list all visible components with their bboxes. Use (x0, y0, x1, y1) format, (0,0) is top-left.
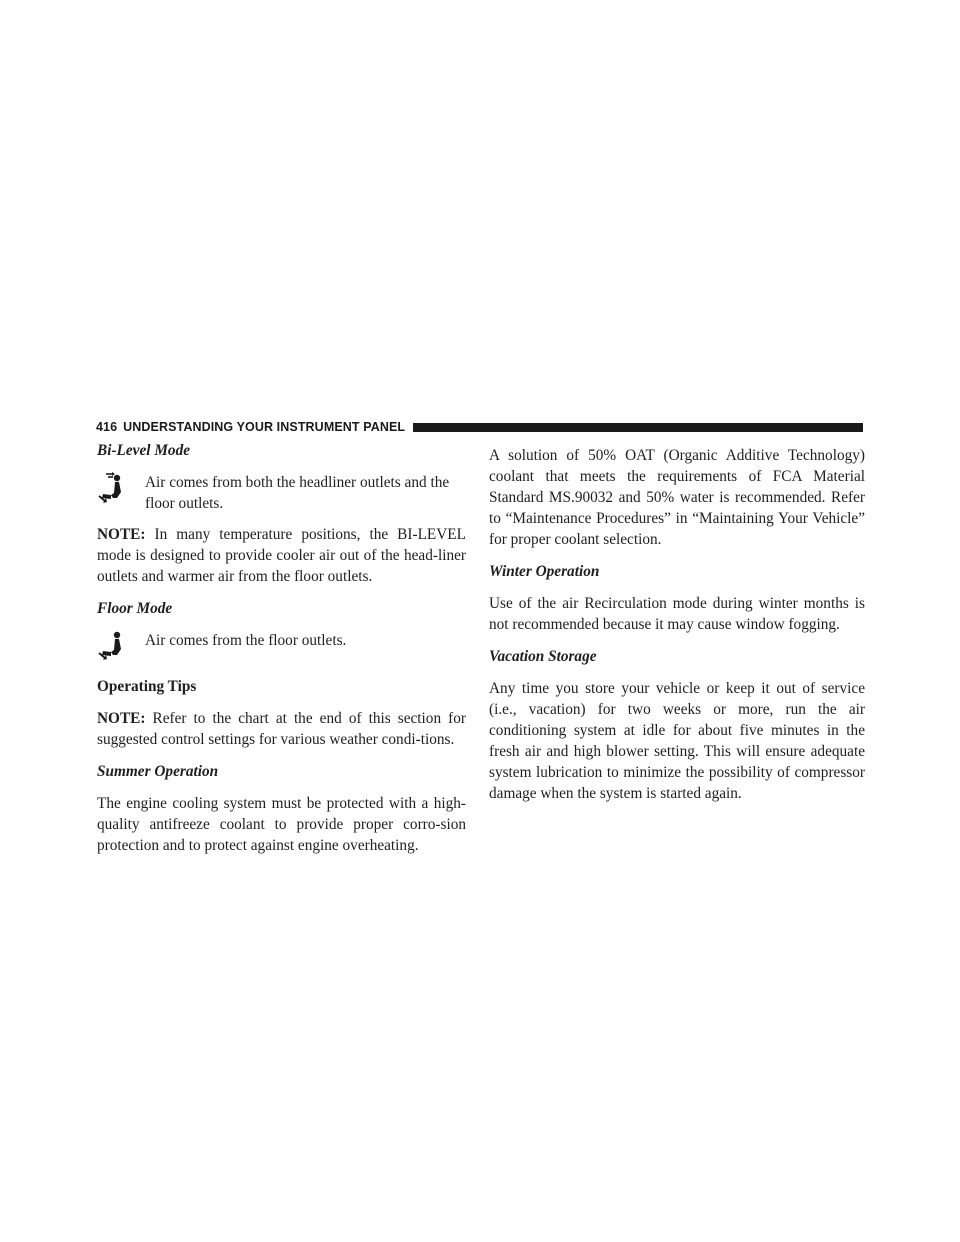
note-bilevel (97, 524, 466, 587)
bilevel-row (97, 472, 466, 514)
winter-text: Use of the air Recirculation mode during winter months is not recommended because it may cause window fogging. (489, 595, 865, 633)
note-label: NOTE: (97, 710, 146, 727)
floor-row (97, 630, 466, 666)
left-column (97, 440, 466, 867)
floor-heading: Floor Mode (97, 600, 173, 617)
note-label: NOTE: (97, 526, 146, 543)
vacation-heading: Vacation Storage (489, 648, 597, 665)
floor-mode-icon (97, 630, 145, 666)
floor-description: Air comes from the floor outlets. (145, 632, 347, 649)
note-text: Refer to the chart at the end of this section for suggested control settings for various weather condi-tions. (97, 710, 466, 748)
section-title: UNDERSTANDING YOUR INSTRUMENT PANEL (123, 420, 406, 434)
coolant-text: A solution of 50% OAT (Organic Additive Technology) coolant that meets the requirements of FCA Material Standard MS.90032 and 50% water is recommended. Refer to “Maintenance Procedures” in “Maintaining Your Vehicle” for proper coolant selection. (489, 447, 865, 548)
bilevel-description: Air comes from both the headliner outlets and the floor outlets. (145, 474, 450, 512)
bilevel-heading: Bi-Level Mode (97, 442, 191, 459)
winter-heading: Winter Operation (489, 563, 600, 580)
page-number: 416 (96, 420, 118, 434)
bilevel-mode-icon (97, 472, 145, 508)
operating-tips-heading: Operating Tips (97, 678, 197, 695)
right-column (489, 445, 865, 815)
summer-heading: Summer Operation (97, 763, 219, 780)
header-rule (413, 423, 863, 432)
note-chart (97, 708, 466, 750)
summer-text: The engine cooling system must be protected with a high-quality antifreeze coolant to provide proper corro-sion protection and to protect against engine overheating. (97, 795, 466, 854)
note-text: In many temperature positions, the BI-LEVEL mode is designed to provide cooler air out of the head-liner outlets and warmer air from the floor outlets. (97, 526, 466, 585)
vacation-text: Any time you store your vehicle or keep it out of service (i.e., vacation) for two weeks or more, run the air conditioning system at idle for about five minutes in the fresh air and high blower setting. This will ensure adequate system lubrication to minimize the possibility of compressor damage when the system is started again. (489, 680, 865, 802)
page-header (96, 419, 863, 435)
